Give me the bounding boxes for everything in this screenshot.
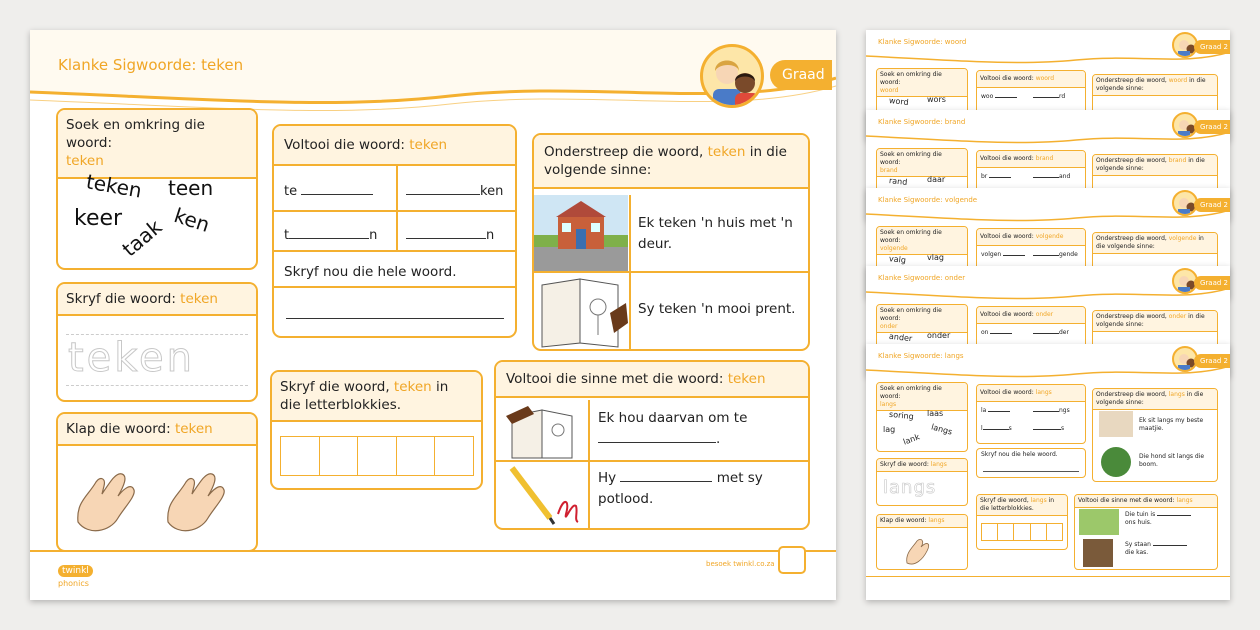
- thumb-complete-word: langs: [1035, 389, 1052, 396]
- thumb-underline-box: [1092, 388, 1218, 482]
- house-illustration-icon: [534, 195, 628, 271]
- cell-prefix: te: [284, 184, 298, 199]
- thumb-fill-sentence: [1125, 511, 1191, 528]
- fill-cell[interactable]: [284, 228, 377, 243]
- fill-blank[interactable]: [289, 238, 369, 239]
- logo-text: twinkl: [58, 565, 93, 577]
- thumb-cloud-word[interactable]: laas: [927, 409, 944, 418]
- thumb-blocks-word: langs: [1030, 497, 1047, 504]
- thumb-clap-header: [877, 515, 967, 528]
- thumb-fill-cell[interactable]: [1033, 93, 1065, 101]
- thumb-search-label: Soek en omkring die woord:: [880, 385, 942, 400]
- garden-illustration-icon: [1079, 509, 1119, 535]
- thumb-cloud-word[interactable]: wors: [927, 95, 946, 104]
- thumb-sentence[interactable]: Ek sit langs my beste maatjie.: [1139, 417, 1204, 433]
- thumb-cloud-word[interactable]: rand: [888, 176, 908, 187]
- thumb-title: Klanke Sigwoorde: volgende: [878, 196, 978, 204]
- drawing-book-small-icon: [498, 402, 588, 460]
- thumb-underline-word: langs: [1168, 391, 1185, 398]
- clap-word-box: [56, 412, 258, 552]
- thumb-write-header: [877, 459, 967, 472]
- thumb-underline-label: in die volgende sinne:: [1096, 313, 1205, 328]
- thumb-cloud-word[interactable]: lag: [883, 425, 896, 434]
- thumb-complete-label: Voltooi die woord:: [980, 311, 1034, 318]
- thumb-letter-block[interactable]: [1014, 524, 1030, 540]
- thumb-blank[interactable]: [989, 177, 1011, 178]
- thumb-cell-text: la: [981, 407, 987, 414]
- thumb-search-header: [877, 383, 967, 411]
- cell-prefix: t: [284, 228, 290, 243]
- thumb-letter-block[interactable]: [998, 524, 1014, 540]
- sentences-word: teken: [727, 371, 766, 387]
- thumb-cloud-word[interactable]: onder: [927, 331, 951, 340]
- fill-cell[interactable]: [406, 184, 503, 199]
- write-header: [58, 284, 256, 316]
- search-word: teken: [66, 153, 104, 170]
- cell-suffix: n: [369, 228, 378, 243]
- letter-block[interactable]: [397, 437, 436, 475]
- thumb-cell-text: br: [981, 173, 988, 180]
- thumb-search-header: [877, 149, 967, 177]
- thumb-underline-label: in die volgende sinne:: [1096, 235, 1204, 250]
- thumb-blank[interactable]: [983, 429, 1009, 430]
- thumb-grade-badge: Graad 2: [1194, 276, 1230, 290]
- thumb-grade-badge: Graad 2: [1194, 198, 1230, 212]
- thumb-blank[interactable]: [990, 333, 1012, 334]
- thumb-search-box: [876, 382, 968, 452]
- thumbnail-sheet[interactable]: [866, 344, 1230, 600]
- thumb-blank[interactable]: [988, 411, 1010, 412]
- thumb-blank[interactable]: [1157, 515, 1191, 516]
- thumb-blank[interactable]: [1033, 177, 1059, 178]
- thumb-title: Klanke Sigwoorde: brand: [878, 118, 966, 126]
- title-prefix: Klanke Sigwoorde:: [58, 56, 202, 74]
- thumb-underline-word: volgende: [1168, 235, 1197, 242]
- sentence-text: Ek hou daarvan om te: [598, 410, 748, 426]
- underline-sentence[interactable]: Sy teken 'n mooi prent.: [638, 301, 796, 317]
- cloud-word[interactable]: keer: [74, 206, 123, 231]
- thumb-complete-label: Voltooi die woord:: [980, 75, 1034, 82]
- thumb-fill-sentence: [1125, 541, 1187, 558]
- thumb-clap-label: Klap die woord:: [880, 517, 929, 524]
- grade-badge: Graad 2: [770, 60, 832, 90]
- thumb-fill-cell[interactable]: [1033, 251, 1078, 259]
- thumb-fill-cell[interactable]: [1033, 407, 1070, 415]
- complete-label: Voltooi die woord:: [284, 137, 410, 153]
- thumb-grade-badge: Graad 2: [1194, 120, 1230, 134]
- sentence-1: [598, 408, 803, 450]
- thumb-complete-word: woord: [1035, 75, 1055, 82]
- sentences-header: [496, 362, 808, 398]
- thumb-blank[interactable]: [1033, 255, 1059, 256]
- blocks-label-b: in die letterblokkies.: [280, 379, 449, 414]
- cell-suffix: ken: [480, 184, 504, 199]
- thumb-cell-text: s: [1008, 425, 1012, 432]
- thumb-cloud-word[interactable]: valg: [888, 254, 907, 265]
- thumb-complete-box: [976, 384, 1086, 444]
- thumb-search-header: [877, 69, 967, 97]
- thumb-fill-cell[interactable]: [981, 93, 1017, 101]
- thumb-cloud-word[interactable]: langs: [930, 422, 954, 437]
- complete-sentences-box: [494, 360, 810, 530]
- thumb-search-header: [877, 305, 967, 333]
- thumb-sentences-label: Voltooi die sinne met die woord:: [1078, 497, 1177, 504]
- sentence-text: potlood.: [598, 490, 654, 507]
- thumb-complete-label: Voltooi die woord:: [980, 155, 1034, 162]
- thumb-cell-text: ngs: [1059, 407, 1070, 414]
- thumb-write-whole-label: Skryf nou die hele woord.: [981, 451, 1058, 458]
- thumb-cloud-word[interactable]: vlag: [927, 253, 944, 262]
- thumb-complete-header: [977, 229, 1085, 246]
- thumb-grade-badge: Graad 2: [1194, 354, 1230, 368]
- thumb-complete-label: Voltooi die woord:: [980, 389, 1034, 396]
- thumb-cell-text: volgen: [981, 251, 1002, 258]
- grid-divider: [396, 164, 398, 250]
- thumb-trace-text[interactable]: langs: [883, 477, 937, 498]
- thumb-underline-label: Onderstreep die woord,: [1096, 77, 1167, 84]
- complete-word: teken: [409, 137, 448, 153]
- thumb-fill-cell[interactable]: [981, 407, 1010, 415]
- write-word: teken: [180, 291, 218, 307]
- thumb-underline-header: [1093, 75, 1217, 96]
- thumb-search-word: onder: [880, 322, 898, 330]
- thumb-blocks-header: [977, 495, 1067, 516]
- write-label: Skryf die woord:: [66, 291, 181, 307]
- thumb-fill-cell[interactable]: [1033, 425, 1064, 433]
- twinkl-badge-icon: [778, 546, 806, 574]
- thumb-underline-label: Onderstreep die woord,: [1096, 235, 1167, 242]
- thumb-sentences-box: [1074, 494, 1218, 570]
- thumb-title: Klanke Sigwoorde: woord: [878, 38, 967, 46]
- letter-block[interactable]: [435, 437, 473, 475]
- search-label: Soek en omkring die woord:: [66, 117, 205, 152]
- thumb-complete-word: brand: [1035, 155, 1054, 162]
- thumb-cloud-word[interactable]: ander: [888, 331, 913, 344]
- sentence-text: .: [716, 430, 721, 447]
- thumb-cell-text: s: [1061, 425, 1065, 432]
- thumb-fill-cell[interactable]: [1033, 329, 1069, 337]
- thumb-blank[interactable]: [995, 97, 1017, 98]
- grid-divider: [274, 210, 515, 212]
- clap-word: teken: [174, 421, 213, 437]
- grid-divider: [274, 250, 515, 252]
- thumb-complete-word: volgende: [1035, 233, 1064, 240]
- underline-label-a: Onderstreep die woord,: [544, 144, 708, 160]
- thumb-fill-cell[interactable]: [1033, 173, 1070, 181]
- letter-block[interactable]: [281, 437, 320, 475]
- thumb-search-label: Soek en omkring die woord:: [880, 151, 942, 166]
- grid-divider: [274, 286, 515, 288]
- thumb-clap-box: [876, 514, 968, 570]
- clap-label: Klap die woord:: [66, 421, 175, 437]
- sentence-blank[interactable]: [598, 442, 716, 443]
- thumb-search-word: woord: [880, 86, 899, 94]
- thumb-letter-block[interactable]: [1047, 524, 1062, 540]
- thumb-title: Klanke Sigwoorde: langs: [878, 352, 964, 360]
- thumb-write-word: langs: [930, 461, 947, 468]
- thumb-blocks-box: [976, 494, 1068, 550]
- thumb-write-box: [876, 458, 968, 506]
- underline-header: [534, 135, 808, 189]
- thumb-underline-label: in die volgende sinne:: [1096, 77, 1206, 92]
- thumb-search-word: langs: [880, 400, 897, 408]
- fill-blank[interactable]: [301, 194, 373, 195]
- thumb-underline-word: onder: [1168, 313, 1187, 320]
- thumb-search-word: volgende: [880, 244, 908, 252]
- thumb-cloud-word[interactable]: soring: [888, 409, 915, 422]
- thumb-complete-header: [977, 385, 1085, 402]
- thumb-cloud-word[interactable]: daar: [927, 175, 946, 184]
- pencil-drawing-icon: [498, 462, 588, 528]
- avatar: [700, 44, 764, 108]
- twinkl-phonics-logo: [58, 558, 102, 592]
- sentence-text: Hy: [598, 470, 617, 486]
- thumb-grade-badge: Graad 2: [1194, 40, 1230, 54]
- thumb-underline-label: Onderstreep die woord,: [1096, 391, 1167, 398]
- clap-header: [58, 414, 256, 446]
- thumb-sentences-header: [1075, 495, 1217, 508]
- underline-sentence[interactable]: Ek teken 'n huis met 'n deur.: [638, 215, 793, 252]
- thumb-sentences-word: langs: [1176, 497, 1193, 504]
- thumb-letter-block[interactable]: [1031, 524, 1047, 540]
- thumb-fill-cell[interactable]: [981, 173, 1011, 181]
- sentences-label: Voltooi die sinne met die woord:: [506, 371, 728, 387]
- thumb-write-label: Skryf die woord:: [880, 461, 931, 468]
- thumb-letter-block[interactable]: [982, 524, 998, 540]
- thumb-underline-header: [1093, 155, 1217, 176]
- blocks-label-a: Skryf die woord,: [280, 379, 394, 395]
- thumb-write-whole-box: [976, 448, 1086, 478]
- thumb-footer: [866, 576, 1230, 577]
- cloud-word[interactable]: teen: [168, 176, 214, 200]
- thumb-search-header: [877, 227, 967, 255]
- tree-illustration-icon: [1101, 447, 1131, 477]
- thumb-search-word: brand: [880, 166, 898, 174]
- thumb-underline-word: woord: [1168, 77, 1188, 84]
- cupboard-illustration-icon: [1083, 539, 1113, 567]
- letter-block[interactable]: [320, 437, 359, 475]
- thumb-fill-cell[interactable]: [981, 329, 1012, 337]
- page-title: [58, 56, 243, 74]
- thumb-blank[interactable]: [1033, 333, 1059, 334]
- cell-suffix: n: [486, 228, 495, 243]
- main-worksheet: [30, 30, 836, 600]
- thumb-complete-word: onder: [1035, 311, 1054, 318]
- drawing-book-icon: [534, 273, 628, 351]
- fill-blank[interactable]: [406, 194, 480, 195]
- cloud-word[interactable]: taak: [117, 214, 167, 262]
- thumb-cloud-word[interactable]: word: [888, 95, 910, 108]
- thumb-fill-cell[interactable]: [981, 251, 1025, 259]
- thumb-complete-label: Voltooi die woord:: [980, 233, 1034, 240]
- thumb-whole-line[interactable]: [983, 471, 1079, 472]
- thumb-underline-header: [1093, 311, 1217, 332]
- thumb-underline-word: brand: [1168, 157, 1187, 164]
- letterblocks-box: [270, 370, 483, 490]
- letterblocks-header: [272, 372, 481, 422]
- thumb-sentence-text: ons huis.: [1125, 519, 1152, 527]
- logo-subtext: phonics: [58, 579, 89, 588]
- thumb-underline-header: [1093, 389, 1217, 410]
- thumb-complete-header: [977, 151, 1085, 168]
- thumb-blank[interactable]: [1033, 97, 1059, 98]
- thumb-blocks-label: in die letterblokkies.: [980, 497, 1055, 512]
- friends-illustration-icon: [1099, 411, 1133, 437]
- write-word-box: [56, 282, 258, 402]
- underline-label-b: in die volgende sinne:: [544, 144, 787, 179]
- complete-header: [274, 126, 515, 166]
- underline-box: [532, 133, 810, 351]
- thumb-title: Klanke Sigwoorde: onder: [878, 274, 966, 282]
- thumb-underline-label: Onderstreep die woord,: [1096, 313, 1167, 320]
- thumb-clap-word: langs: [928, 517, 945, 524]
- sentence-text: met sy: [716, 470, 763, 486]
- thumb-underline-label: Onderstreep die woord,: [1096, 157, 1167, 164]
- thumb-letter-blocks: [981, 523, 1063, 541]
- title-word: teken: [201, 56, 244, 74]
- thumb-fill-cell[interactable]: [981, 425, 1012, 433]
- blocks-word: teken: [393, 379, 432, 395]
- thumb-sentence-text: die kas.: [1125, 549, 1149, 557]
- clapping-hands-icon: [877, 529, 967, 569]
- thumb-cell-text: on: [981, 329, 989, 336]
- thumb-cell-text: and: [1059, 173, 1071, 180]
- thumb-sentence[interactable]: Die hond sit langs die boom.: [1139, 453, 1205, 469]
- column-divider: [588, 400, 590, 528]
- thumb-underline-label: in die volgende sinne:: [1096, 157, 1205, 172]
- thumb-cell-text: der: [1059, 329, 1069, 336]
- footer: [30, 550, 836, 600]
- fill-cell[interactable]: [284, 184, 373, 199]
- thumb-search-label: Soek en omkring die woord:: [880, 71, 942, 86]
- thumb-blank[interactable]: [1003, 255, 1025, 256]
- sentence-2: [598, 468, 803, 510]
- thumb-blocks-label: Skryf die woord,: [980, 497, 1031, 504]
- thumb-complete-header: [977, 71, 1085, 88]
- thumb-blank[interactable]: [1153, 545, 1187, 546]
- thumb-complete-header: [977, 307, 1085, 324]
- thumb-blank[interactable]: [1033, 411, 1059, 412]
- underline-word: teken: [707, 144, 746, 160]
- fill-cell[interactable]: [406, 228, 494, 243]
- cloud-word[interactable]: teken: [84, 169, 144, 203]
- search-circle-box: [56, 108, 258, 270]
- thumb-cell-text: rd: [1059, 93, 1066, 100]
- letter-blocks: [280, 436, 474, 476]
- fill-blank[interactable]: [406, 238, 486, 239]
- thumb-underline-label: in die volgende sinne:: [1096, 391, 1204, 406]
- thumb-cell-text: l: [981, 425, 983, 432]
- thumb-underline-header: [1093, 233, 1217, 254]
- thumb-search-label: Soek en omkring die woord:: [880, 229, 942, 244]
- cloud-word[interactable]: ken: [171, 203, 213, 237]
- complete-word-box: [272, 124, 517, 338]
- thumb-cloud-word[interactable]: lank: [901, 432, 921, 447]
- thumb-blank[interactable]: [1033, 429, 1061, 430]
- clapping-hands-icon: [58, 452, 256, 552]
- thumb-sentence-text: Die tuin is: [1125, 511, 1156, 518]
- thumb-cell-text: gende: [1059, 251, 1078, 258]
- letter-block[interactable]: [358, 437, 397, 475]
- whole-word-line[interactable]: [286, 318, 504, 319]
- thumb-search-label: Soek en omkring die woord:: [880, 307, 942, 322]
- thumb-cell-text: woo: [981, 93, 994, 100]
- sentence-blank[interactable]: [620, 481, 712, 482]
- trace-text[interactable]: teken: [68, 335, 195, 381]
- footer-url[interactable]: besoek twinkl.co.za: [706, 560, 775, 568]
- thumb-sentence-text: Sy staan: [1125, 541, 1151, 548]
- write-whole-label: Skryf nou die hele woord.: [284, 264, 457, 280]
